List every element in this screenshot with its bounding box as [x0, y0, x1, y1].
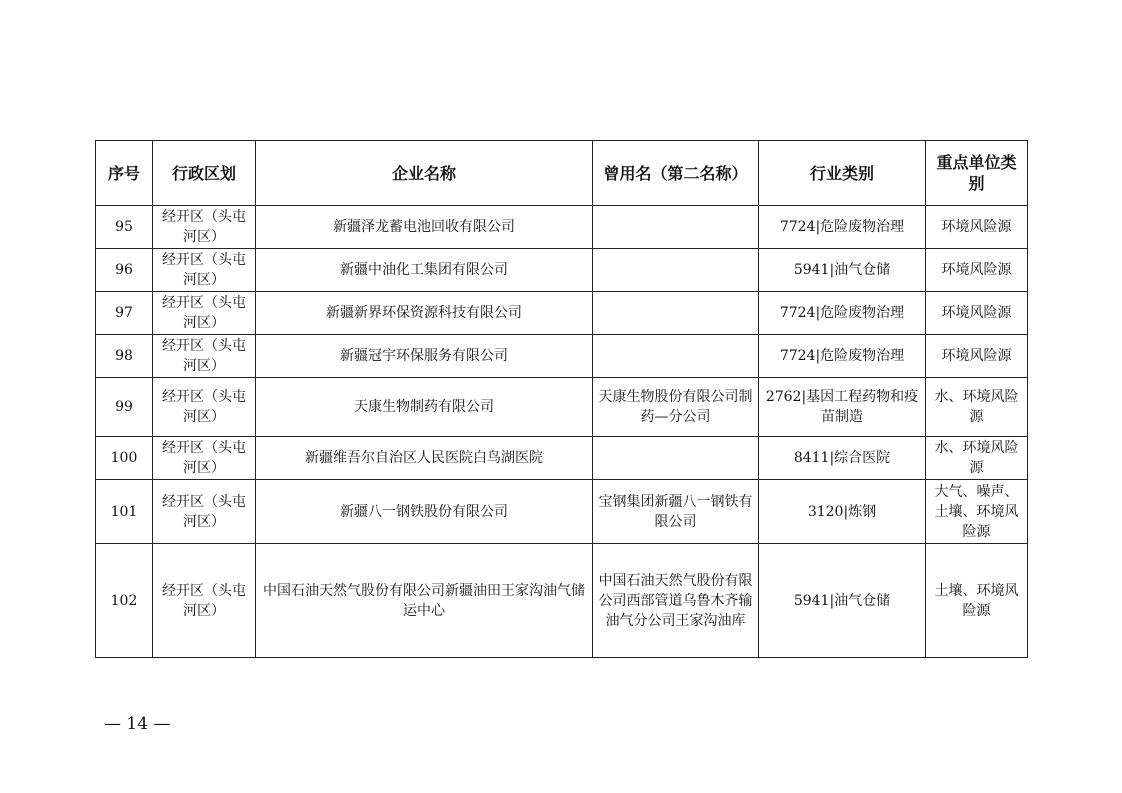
cell-district: 经开区（头屯河区） [153, 480, 256, 544]
table-row [96, 437, 1028, 480]
cell-former-name [593, 437, 759, 480]
header-former-name: 曾用名（第二名称） [593, 141, 759, 206]
table-row [96, 480, 1028, 544]
cell-industry: 7724|危险废物治理 [759, 292, 926, 335]
cell-district: 经开区（头屯河区） [153, 335, 256, 378]
table-row [96, 335, 1028, 378]
cell-category: 土壤、环境风险源 [926, 544, 1028, 658]
cell-index: 96 [96, 249, 153, 292]
cell-index: 102 [96, 544, 153, 658]
header-district: 行政区划 [153, 141, 256, 206]
cell-category: 环境风险源 [926, 206, 1028, 249]
header-industry: 行业类别 [759, 141, 926, 206]
cell-former-name: 宝钢集团新疆八一钢铁有限公司 [593, 480, 759, 544]
table-row [96, 378, 1028, 437]
cell-industry: 2762|基因工程药物和疫苗制造 [759, 378, 926, 437]
cell-former-name [593, 292, 759, 335]
cell-category: 大气、噪声、土壤、环境风险源 [926, 480, 1028, 544]
cell-company: 天康生物制药有限公司 [256, 378, 593, 437]
cell-district: 经开区（头屯河区） [153, 206, 256, 249]
cell-index: 95 [96, 206, 153, 249]
cell-company: 新疆维吾尔自治区人民医院白鸟湖医院 [256, 437, 593, 480]
cell-district: 经开区（头屯河区） [153, 544, 256, 658]
cell-former-name [593, 206, 759, 249]
table-header-row [96, 141, 1028, 206]
cell-industry: 3120|炼钢 [759, 480, 926, 544]
table-row [96, 292, 1028, 335]
cell-company: 新疆新界环保资源科技有限公司 [256, 292, 593, 335]
cell-district: 经开区（头屯河区） [153, 292, 256, 335]
cell-index: 99 [96, 378, 153, 437]
cell-industry: 5941|油气仓储 [759, 544, 926, 658]
cell-district: 经开区（头屯河区） [153, 437, 256, 480]
table-row [96, 544, 1028, 658]
cell-index: 101 [96, 480, 153, 544]
cell-company: 新疆八一钢铁股份有限公司 [256, 480, 593, 544]
enterprise-table [95, 140, 1028, 658]
cell-category: 环境风险源 [926, 249, 1028, 292]
cell-district: 经开区（头屯河区） [153, 249, 256, 292]
page-number: — 14 — [104, 714, 171, 734]
cell-index: 98 [96, 335, 153, 378]
cell-company: 中国石油天然气股份有限公司新疆油田王家沟油气储运中心 [256, 544, 593, 658]
table-row [96, 206, 1028, 249]
cell-industry: 7724|危险废物治理 [759, 335, 926, 378]
cell-category: 水、环境风险源 [926, 437, 1028, 480]
cell-company: 新疆泽龙蓄电池回收有限公司 [256, 206, 593, 249]
cell-district: 经开区（头屯河区） [153, 378, 256, 437]
cell-former-name [593, 335, 759, 378]
cell-category: 环境风险源 [926, 335, 1028, 378]
cell-index: 97 [96, 292, 153, 335]
cell-former-name [593, 249, 759, 292]
cell-industry: 5941|油气仓储 [759, 249, 926, 292]
cell-industry: 8411|综合医院 [759, 437, 926, 480]
cell-category: 环境风险源 [926, 292, 1028, 335]
cell-category: 水、环境风险源 [926, 378, 1028, 437]
cell-industry: 7724|危险废物治理 [759, 206, 926, 249]
cell-former-name: 天康生物股份有限公司制药—分公司 [593, 378, 759, 437]
cell-former-name: 中国石油天然气股份有限公司西部管道乌鲁木齐输油气分公司王家沟油库 [593, 544, 759, 658]
cell-index: 100 [96, 437, 153, 480]
cell-company: 新疆中油化工集团有限公司 [256, 249, 593, 292]
header-company: 企业名称 [256, 141, 593, 206]
header-index: 序号 [96, 141, 153, 206]
header-category: 重点单位类别 [926, 141, 1028, 206]
table-row [96, 249, 1028, 292]
cell-company: 新疆冠宇环保服务有限公司 [256, 335, 593, 378]
